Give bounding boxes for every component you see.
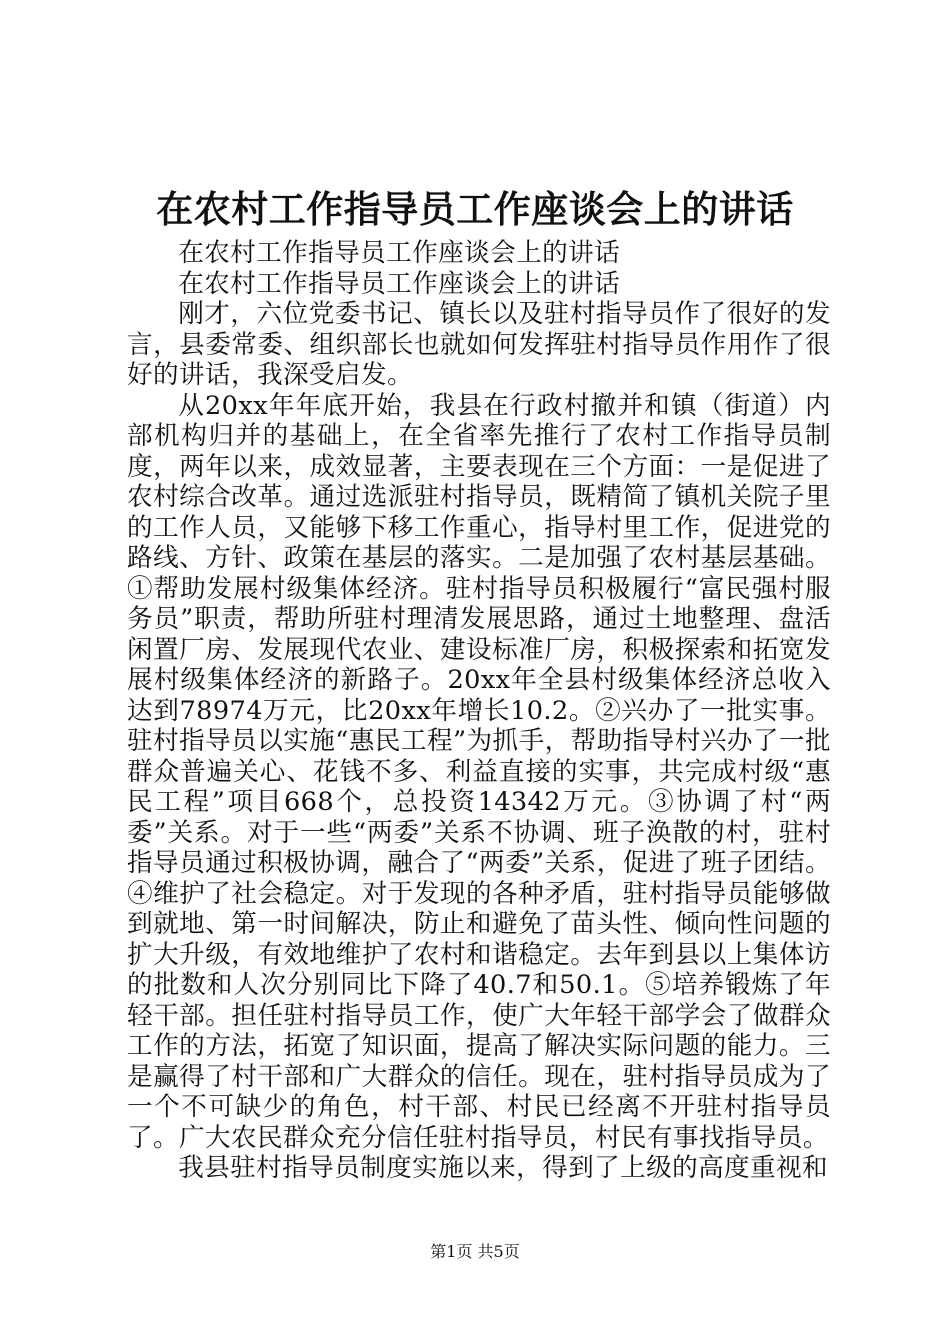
paragraph-achievements: 从20xx年年底开始，我县在行政村撤并和镇（街道）内部机构归并的基础上，在全省率先推行了农村工作指导员制度，两年以来，成效显著，主要表现在三个方面：一是促进了农村综合改革。通过选派驻村指导员，既精简了镇机关院子里的工作人员，又能够下移工作重心，指导村里工作，促进党的路线、方针、政策在基层的落实。二是加强了农村基层基础。①帮助发展村级集体经济。驻村指导员积极履行“富民强村服务员”职责，帮助所驻村理清发展思路，通过土地整理、盘活闲置厂房、发展现代农业、建设标准厂房，积极探索和拓宽发展村级集体经济的新路子。20xx年全县村级集体经济总收入达到78974万元，比20xx年增长10.2。②兴办了一批实事。驻村指导员以实施“惠民工程”为抓手，帮助指导村兴办了一批群众普遍关心、花钱不多、利益直接的实事，共完成村级“惠民工程”项目668个，总投资14342万元。③协调了村“两委”关系。对于一些“两委”关系不协调、班子涣散的村，驻村指导员通过积极协调，融合了“两委”关系，促进了班子团结。④维护了社会稳定。对于发现的各种矛盾，驻村指导员能够做到就地、第一时间解决，防止和避免了苗头性、倾向性问题的扩大升级，有效地维护了农村和谐稳定。去年到县以上集体访的批数和人次分别同比下降了40.7和50.1。⑤培养锻炼了年轻干部。担任驻村指导员工作，使广大年轻干部学会了做群众工作的方法，拓宽了知识面，提高了解决实际问题的能力。三是赢得了村干部和广大群众的信任。现在，驻村指导员成为了一个不可缺少的角色，村干部、村民已经离不开驻村指导员了。广大农民群众充分信任驻村指导员，村民有事找指导员。 — [127, 390, 831, 1153]
paragraph-opening: 刚才，六位党委书记、镇长以及驻村指导员作了很好的发言，县委常委、组织部长也就如何发挥驻村指导员作用作了很好的讲话，我深受启发。 — [127, 299, 831, 390]
document-title: 在农村工作指导员工作座谈会上的讲话 — [156, 187, 794, 231]
page-footer: 第1页 共5页 — [430, 1242, 520, 1261]
paragraph-subtitle: 在农村工作指导员工作座谈会上的讲话 — [178, 238, 621, 268]
paragraph-subtitle-repeat: 在农村工作指导员工作座谈会上的讲话 — [178, 268, 621, 299]
paragraph-continuation: 我县驻村指导员制度实施以来，得到了上级的高度重视和 — [178, 1153, 829, 1183]
document-body — [127, 238, 831, 1184]
